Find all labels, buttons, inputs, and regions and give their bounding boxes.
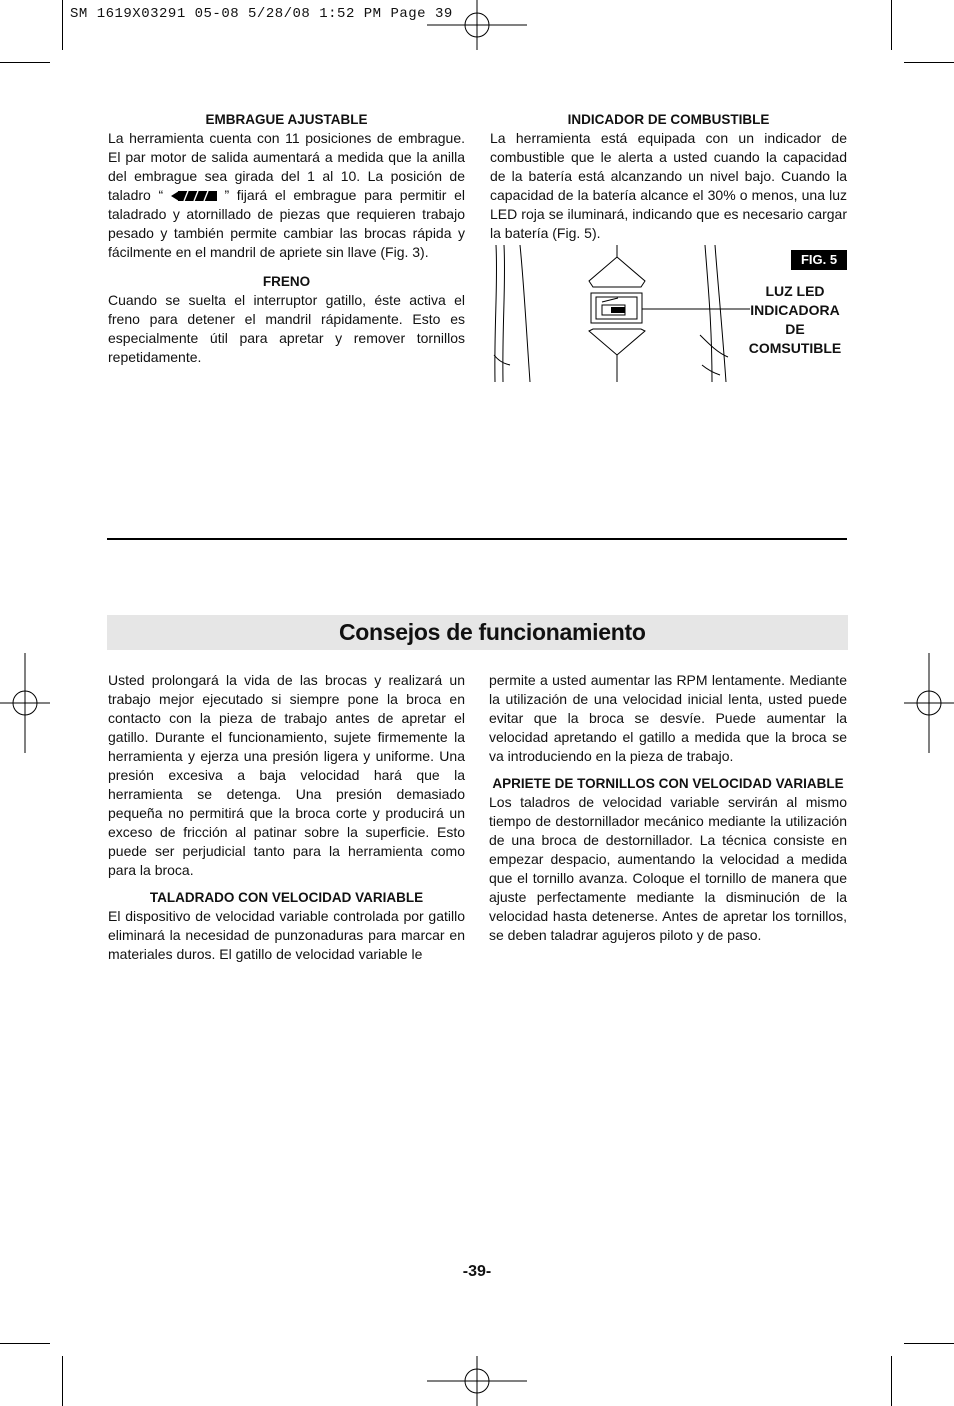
- section-banner: [107, 615, 848, 650]
- operating-tips-right: [489, 671, 847, 945]
- continued-paragraph: permite a usted aumentar las RPM lentamente. Mediante la utilización de una velocidad inicial lenta, usted puede evitar que la broca se desvíe. Puede aumentar la velocidad apretando el gatillo a medida que la broca se va introduciendo en la pieza de trabajo.: [489, 672, 847, 764]
- clutch-paragraph: La herramienta cuenta con 11 posiciones de embrague. El par motor de salida aumentará a medida que la anilla del embrague sea girada del 1 al 10. La posición de taladro “ ” fijará el embrague para permitir el taladrado y atornillado de piezas que requieren trabajo pesado y también permite cambiar las brocas rápida y fácilmente en el mandril de apriete sin llave (Fig. 3).: [108, 130, 466, 260]
- section-divider: [107, 538, 847, 540]
- registration-mark-left: [0, 653, 50, 753]
- registration-mark-right: [904, 653, 954, 753]
- up-arrow-button-icon: [589, 257, 645, 287]
- fuel-gauge-figure: [490, 245, 750, 382]
- fuel-gauge-heading: INDICADOR DE COMBUSTIBLE: [567, 112, 770, 127]
- clutch-heading: EMBRAGUE AJUSTABLE: [205, 112, 368, 127]
- fuel-gauge-section: [490, 110, 847, 243]
- variable-speed-drilling-paragraph: El dispositivo de velocidad variable controlada por gatillo eliminará la necesidad de punzonaduras para marcar en materiales duros. El gatillo de velocidad variable le: [108, 908, 465, 962]
- operating-tips-left: [108, 671, 465, 964]
- down-arrow-button-icon: [589, 329, 645, 355]
- print-slug: SM 1619X03291 05-08 5/28/08 1:52 PM Page 39: [70, 6, 453, 22]
- tips-paragraph: Usted prolongará la vida de las brocas y realizará un trabajo mejor ejecutado si siempre pone la broca en contacto con la pieza de trabajo antes de apretar el gatillo. Durante el funcionamiento, sujete firmemente la herramienta y ejerza una presión ligera y uniforme. Una presión excesiva a baja velocidad hará que la herramienta se detenga. Una presión demasiado pequeña no permitirá que la broca corte y producirá un exceso de fricción al patinar sobre la superficie. Esto puede ser perjudicial tanto para la herramienta como para la broca.: [108, 672, 465, 878]
- fuel-gauge-paragraph: La herramienta está equipada con un indicador de combustible que le alerta a usted cuando la capacidad de la batería está alcanzando un nivel bajo. Cuando la capacidad de la batería alcance el 30% o menos, una luz LED roja se iluminará, indicando que es necesario cargar la batería (Fig. 5).: [490, 130, 847, 241]
- page-number: -39-: [462, 1263, 492, 1280]
- variable-speed-screwdriving-heading: APRIETE DE TORNILLOS CON VELOCIDAD VARIABLE: [492, 776, 844, 791]
- brake-paragraph: Cuando se suelta el interruptor gatillo, éste activa el freno para detener el mandril rápidamente. Esto es especialmente útil para apretar y remover tornillos repetidamente.: [108, 292, 465, 365]
- led-callout-label: LUZ LED INDICADORA DE COMSUTIBLE: [748, 283, 842, 356]
- clutch-section: [108, 110, 465, 367]
- figure-label: FIG. 5: [791, 250, 847, 270]
- section-title: Consejos de funcionamiento: [339, 619, 646, 645]
- variable-speed-drilling-heading: TALADRADO CON VELOCIDAD VARIABLE: [149, 890, 424, 905]
- variable-speed-screwdriving-paragraph: Los taladros de velocidad variable servirán al mismo tiempo de destornillador mecánico mediante la utilización de una broca de destornillador. La técnica consiste en empezar despacio, aumentando la velocidad a medida que el tornillo avanza. Coloque el tornillo de manera que ajuste perfectamente mediante la disminución de la velocidad hasta detenerse. Antes de apretar los tornillos, se deben taladrar agujeros piloto y de paso.: [489, 794, 847, 943]
- registration-mark-top: [427, 0, 527, 50]
- brake-heading: FRENO: [262, 274, 311, 289]
- registration-mark-bottom: [427, 1356, 527, 1406]
- drill-position-icon: [171, 190, 217, 202]
